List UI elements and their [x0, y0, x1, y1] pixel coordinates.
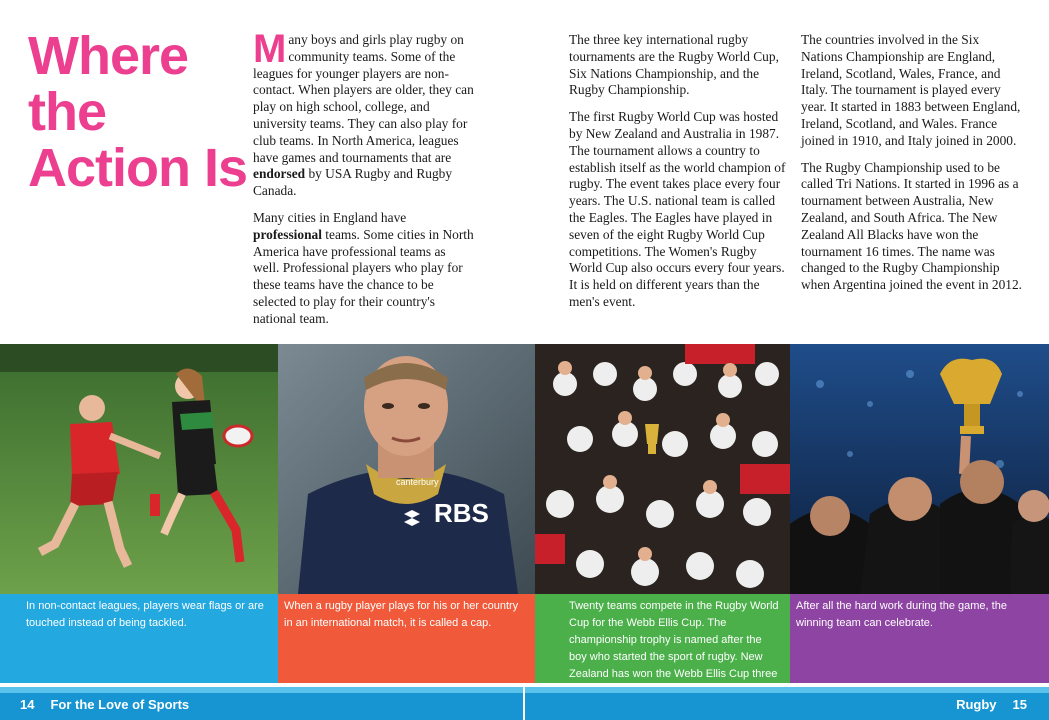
- drop-cap: M: [253, 27, 287, 71]
- footer-left: [20, 695, 189, 715]
- paragraph: The three key international rugby tournaments are the Rugby World Cup, Six Nations Championship, and the Rugby Championship.: [569, 32, 779, 98]
- section-title: Rugby: [956, 697, 997, 712]
- caption-scotland-player: When a rugby player plays for his or her country in an international match, it is called a cap.: [278, 594, 535, 683]
- text-run: any boys and girls play rugby on community teams. Some of the leagues for younger players are non-contact. When players are older, they can play on high school, college, and university teams. They can also play for club teams. In North America, leagues have games and tournaments that are: [253, 32, 474, 165]
- text-column-1: [253, 27, 475, 338]
- glossary-term-endorsed: endorsed: [253, 166, 306, 182]
- page-footer: [0, 683, 1049, 720]
- paragraph: The Rugby Championship used to be called Tri Nations. It started in 1996 as a tournament between Australia, New Zealand, and South Africa. The New Zealand All Blacks have won the tournament 16 times. The name was changed to the Rugby Championship when Argentina joined the event in 2012.: [801, 159, 1023, 293]
- page-title: [28, 28, 248, 196]
- footer-right: [956, 695, 1027, 715]
- title-line-1: Where the: [28, 26, 189, 142]
- photo-youth-rugby: [0, 344, 278, 594]
- page-number-left: 14: [20, 697, 35, 712]
- paragraph: The countries involved in the Six Nations Championship are England, Ireland, Scotland, Wales, France, and Italy. The tournament is played every year. It started in 1883 between England, Ireland, Scotland, and Wales. France joined in 1910, and Italy joined in 2000.: [801, 32, 1021, 148]
- paragraph: The first Rugby World Cup was hosted by New Zealand and Australia in 1987. The tournament allows a country to establish itself as the world champion of rugby. The event takes place every four years. The U.S. national team is called the Eagles. The Eagles have played in seven of the eight Rugby World Cup competitions. The Women's Rugby World Cup also occurs every four years. It is held on different years than the men's event.: [569, 109, 786, 309]
- title-line-2: Action Is: [28, 138, 248, 198]
- caption-celebration: After all the hard work during the game, the winning team can celebrate.: [790, 594, 1049, 683]
- photo-scotland-player: [278, 344, 535, 594]
- jersey-brand-label: canterbury: [396, 477, 439, 487]
- caption-world-cup: Twenty teams compete in the Rugby World Cup for the Webb Ellis Cup. The championship trophy is named after the boy who started the sport of rugby. New Zealand has won the Webb Ellis Cup three: [535, 594, 790, 683]
- text-column-2: [569, 32, 791, 321]
- glossary-term-professional: professional: [253, 226, 322, 242]
- photo-strip: [0, 344, 1049, 594]
- jersey-sponsor-label: RBS: [434, 498, 489, 528]
- photo-world-cup-celebration: [535, 344, 790, 594]
- text-run: teams. Some cities in North America have professional teams as well. Professional players who play for these teams have the chance to be selected to play for their country's national team.: [253, 226, 474, 326]
- paragraph: [253, 27, 475, 200]
- text-run: by USA Rugby and Rugby Canada.: [253, 166, 453, 199]
- text-column-3: [801, 32, 1023, 304]
- text-run: Many cities in England have: [253, 209, 407, 225]
- page-gutter: [523, 683, 525, 720]
- page-number-right: 15: [1012, 697, 1027, 712]
- book-title: For the Love of Sports: [50, 697, 190, 712]
- paragraph: [253, 210, 475, 328]
- caption-youth-rugby: In non-contact leagues, players wear flags or are touched instead of being tackled.: [0, 594, 278, 683]
- photo-all-blacks-trophy: [790, 344, 1049, 594]
